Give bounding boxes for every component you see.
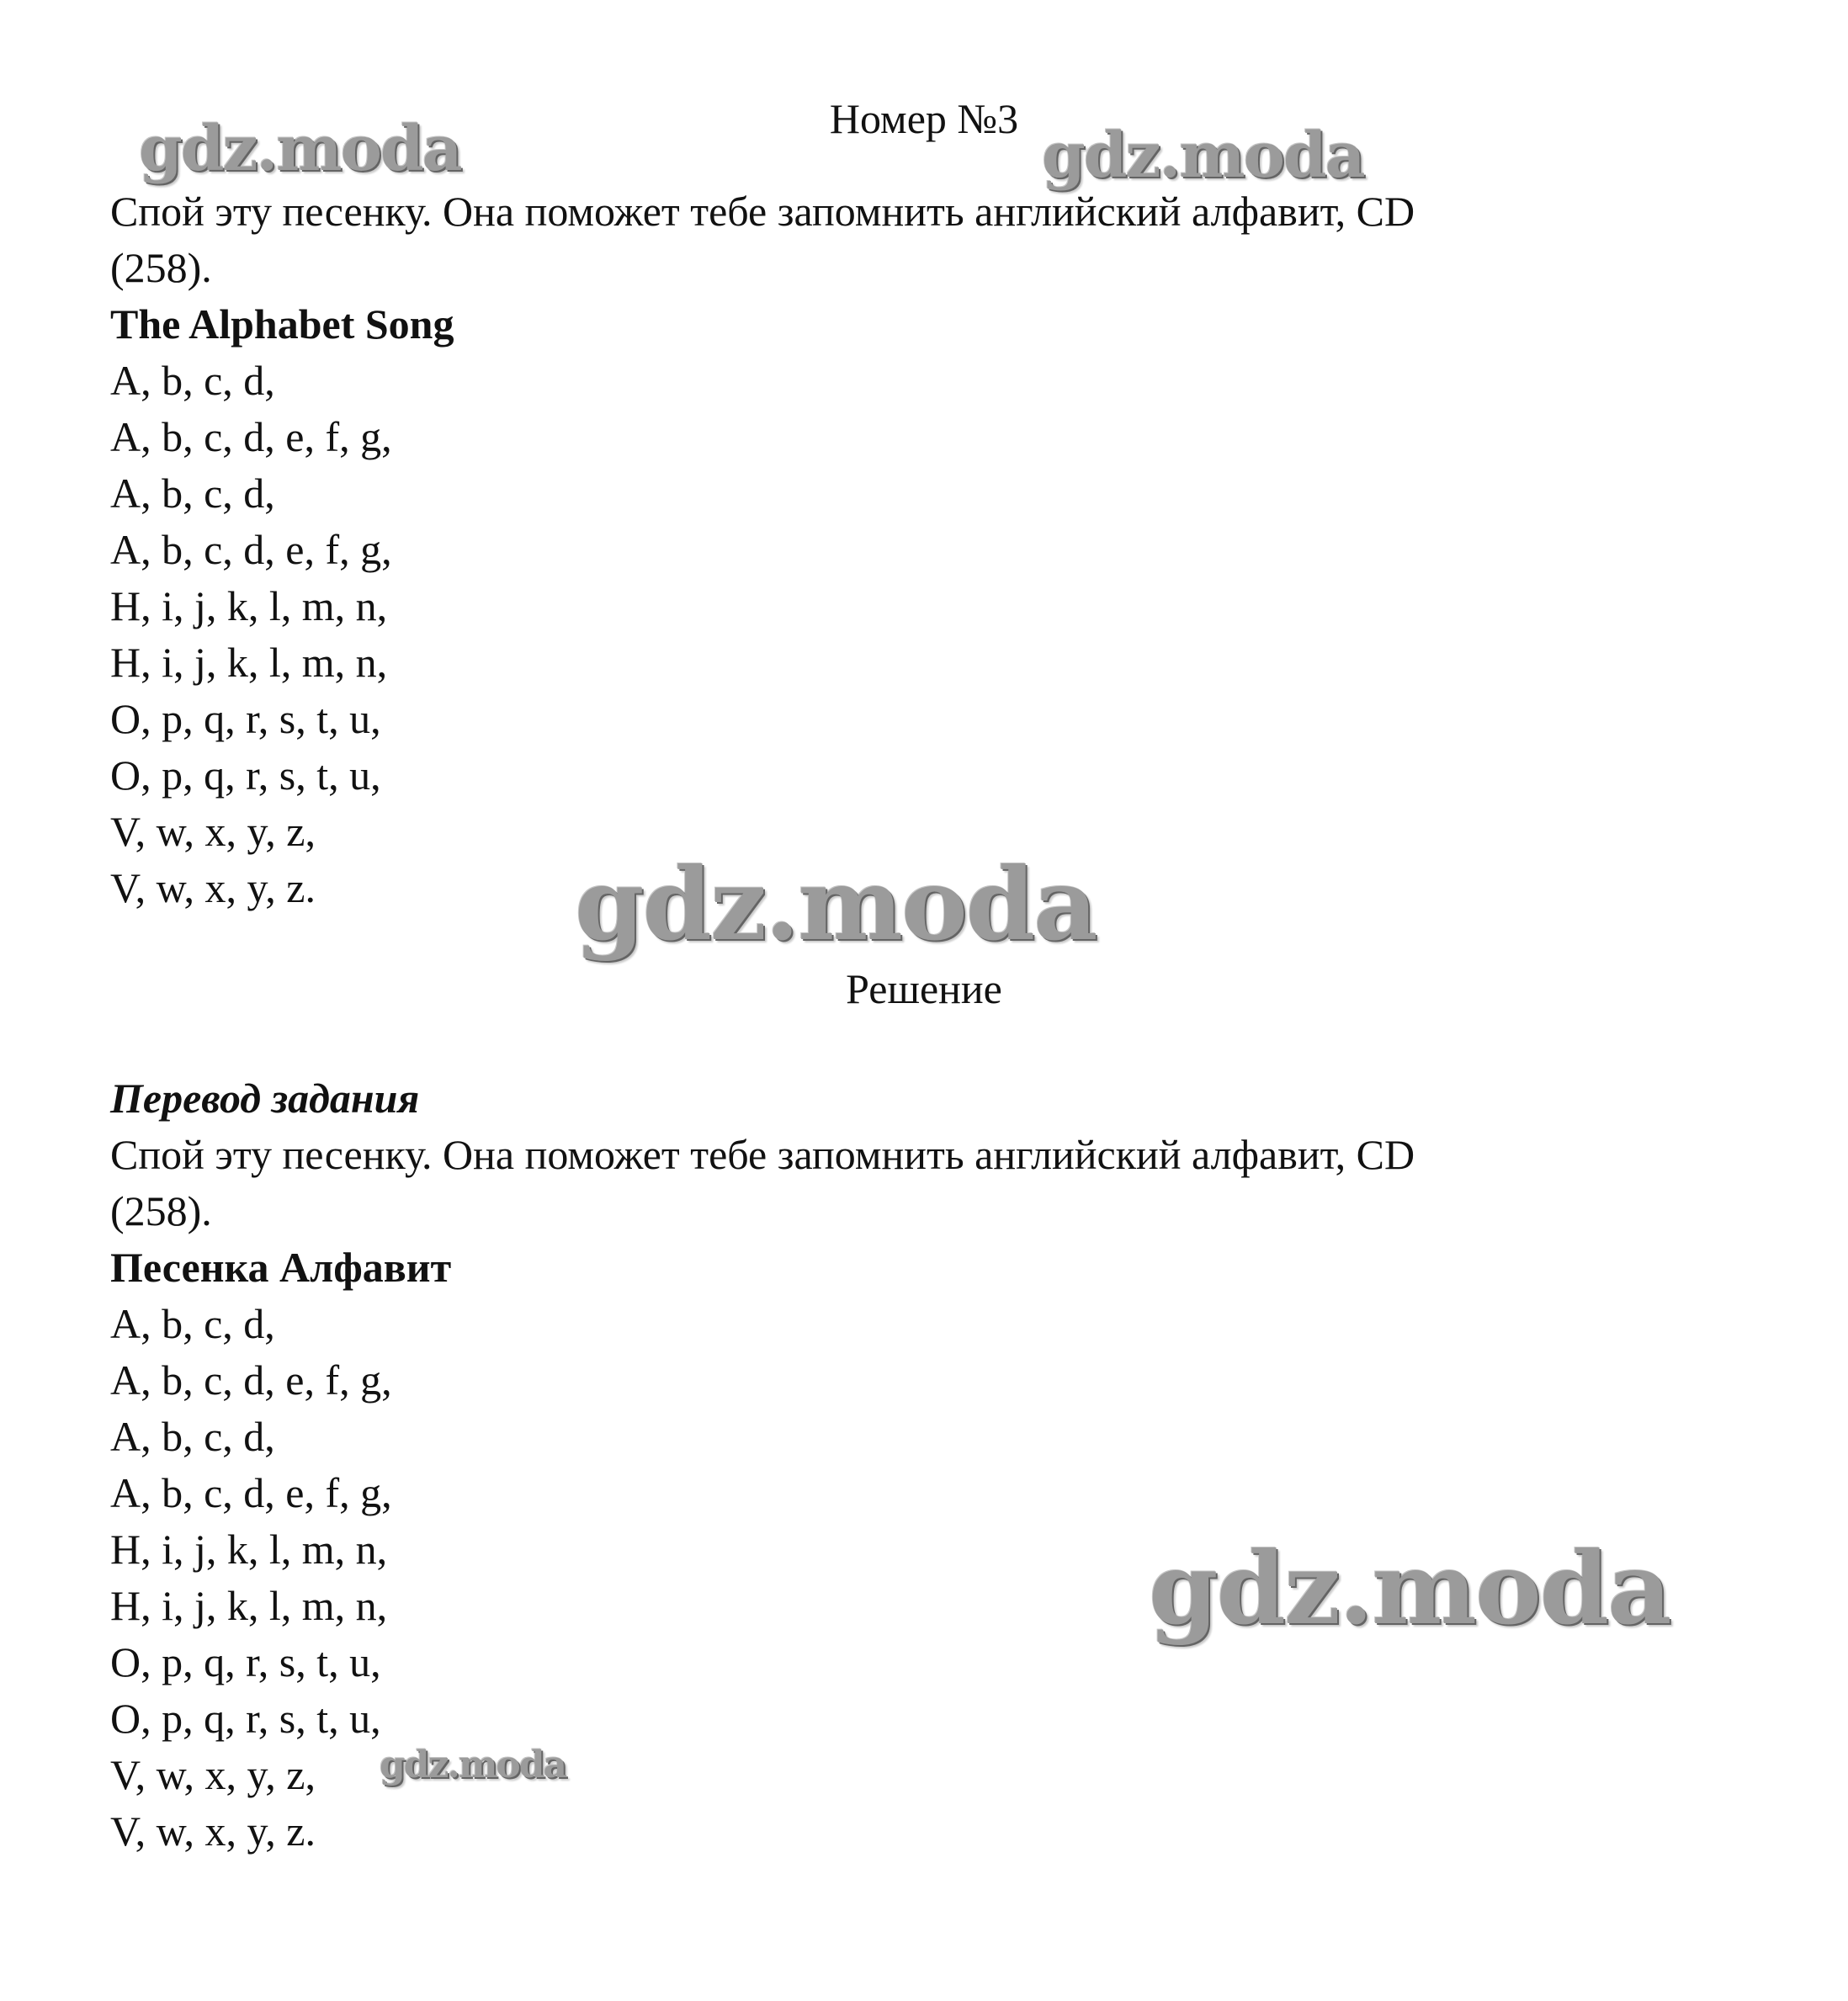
watermark: gdz.moda	[139, 113, 461, 185]
task-song-line: O, p, q, r, s, t, u,	[110, 695, 381, 742]
solution-song-title: Песенка Алфавит	[110, 1244, 452, 1291]
task-song-line: V, w, x, y, z.	[110, 864, 316, 911]
task-song-line: A, b, c, d,	[110, 470, 275, 517]
task-song-line: H, i, j, k, l, m, n,	[110, 639, 388, 686]
solution-instruction-line-1: Спой эту песенку. Она поможет тебе запомнить английский алфавит, CD	[110, 1131, 1415, 1178]
watermark: gdz.moda	[1042, 119, 1364, 192]
task-instruction-line-2: (258).	[110, 244, 212, 291]
solution-song-line: A, b, c, d, e, f, g,	[110, 1469, 392, 1516]
solution-instruction-line-2: (258).	[110, 1187, 212, 1234]
solution-song-line: A, b, c, d, e, f, g,	[110, 1356, 392, 1404]
solution-song-line: A, b, c, d,	[110, 1413, 275, 1460]
task-song-line: O, p, q, r, s, t, u,	[110, 751, 381, 799]
solution-heading: Решение	[846, 965, 1002, 1012]
task-song-line: H, i, j, k, l, m, n,	[110, 582, 388, 629]
solution-song-line: H, i, j, k, l, m, n,	[110, 1582, 388, 1629]
solution-song-line: H, i, j, k, l, m, n,	[110, 1526, 388, 1573]
task-song-title: The Alphabet Song	[110, 300, 454, 348]
solution-song-line: O, p, q, r, s, t, u,	[110, 1638, 381, 1685]
watermark: gdz.moda	[380, 1744, 566, 1786]
watermark: gdz.moda	[575, 846, 1097, 963]
page-title: Номер №3	[829, 95, 1019, 142]
watermark: gdz.moda	[1149, 1530, 1670, 1647]
solution-song-line: A, b, c, d,	[110, 1300, 275, 1347]
task-song-line: A, b, c, d, e, f, g,	[110, 413, 392, 460]
translation-heading: Перевод задания	[110, 1075, 420, 1122]
task-song-line: A, b, c, d,	[110, 357, 275, 404]
task-instruction-line-1: Спой эту песенку. Она поможет тебе запомнить английский алфавит, CD	[110, 188, 1415, 235]
task-song-line: A, b, c, d, e, f, g,	[110, 526, 392, 573]
task-song-line: V, w, x, y, z,	[110, 808, 316, 855]
solution-song-line: V, w, x, y, z.	[110, 1807, 316, 1855]
solution-song-line: O, p, q, r, s, t, u,	[110, 1695, 381, 1742]
solution-song-line: V, w, x, y, z,	[110, 1751, 316, 1798]
